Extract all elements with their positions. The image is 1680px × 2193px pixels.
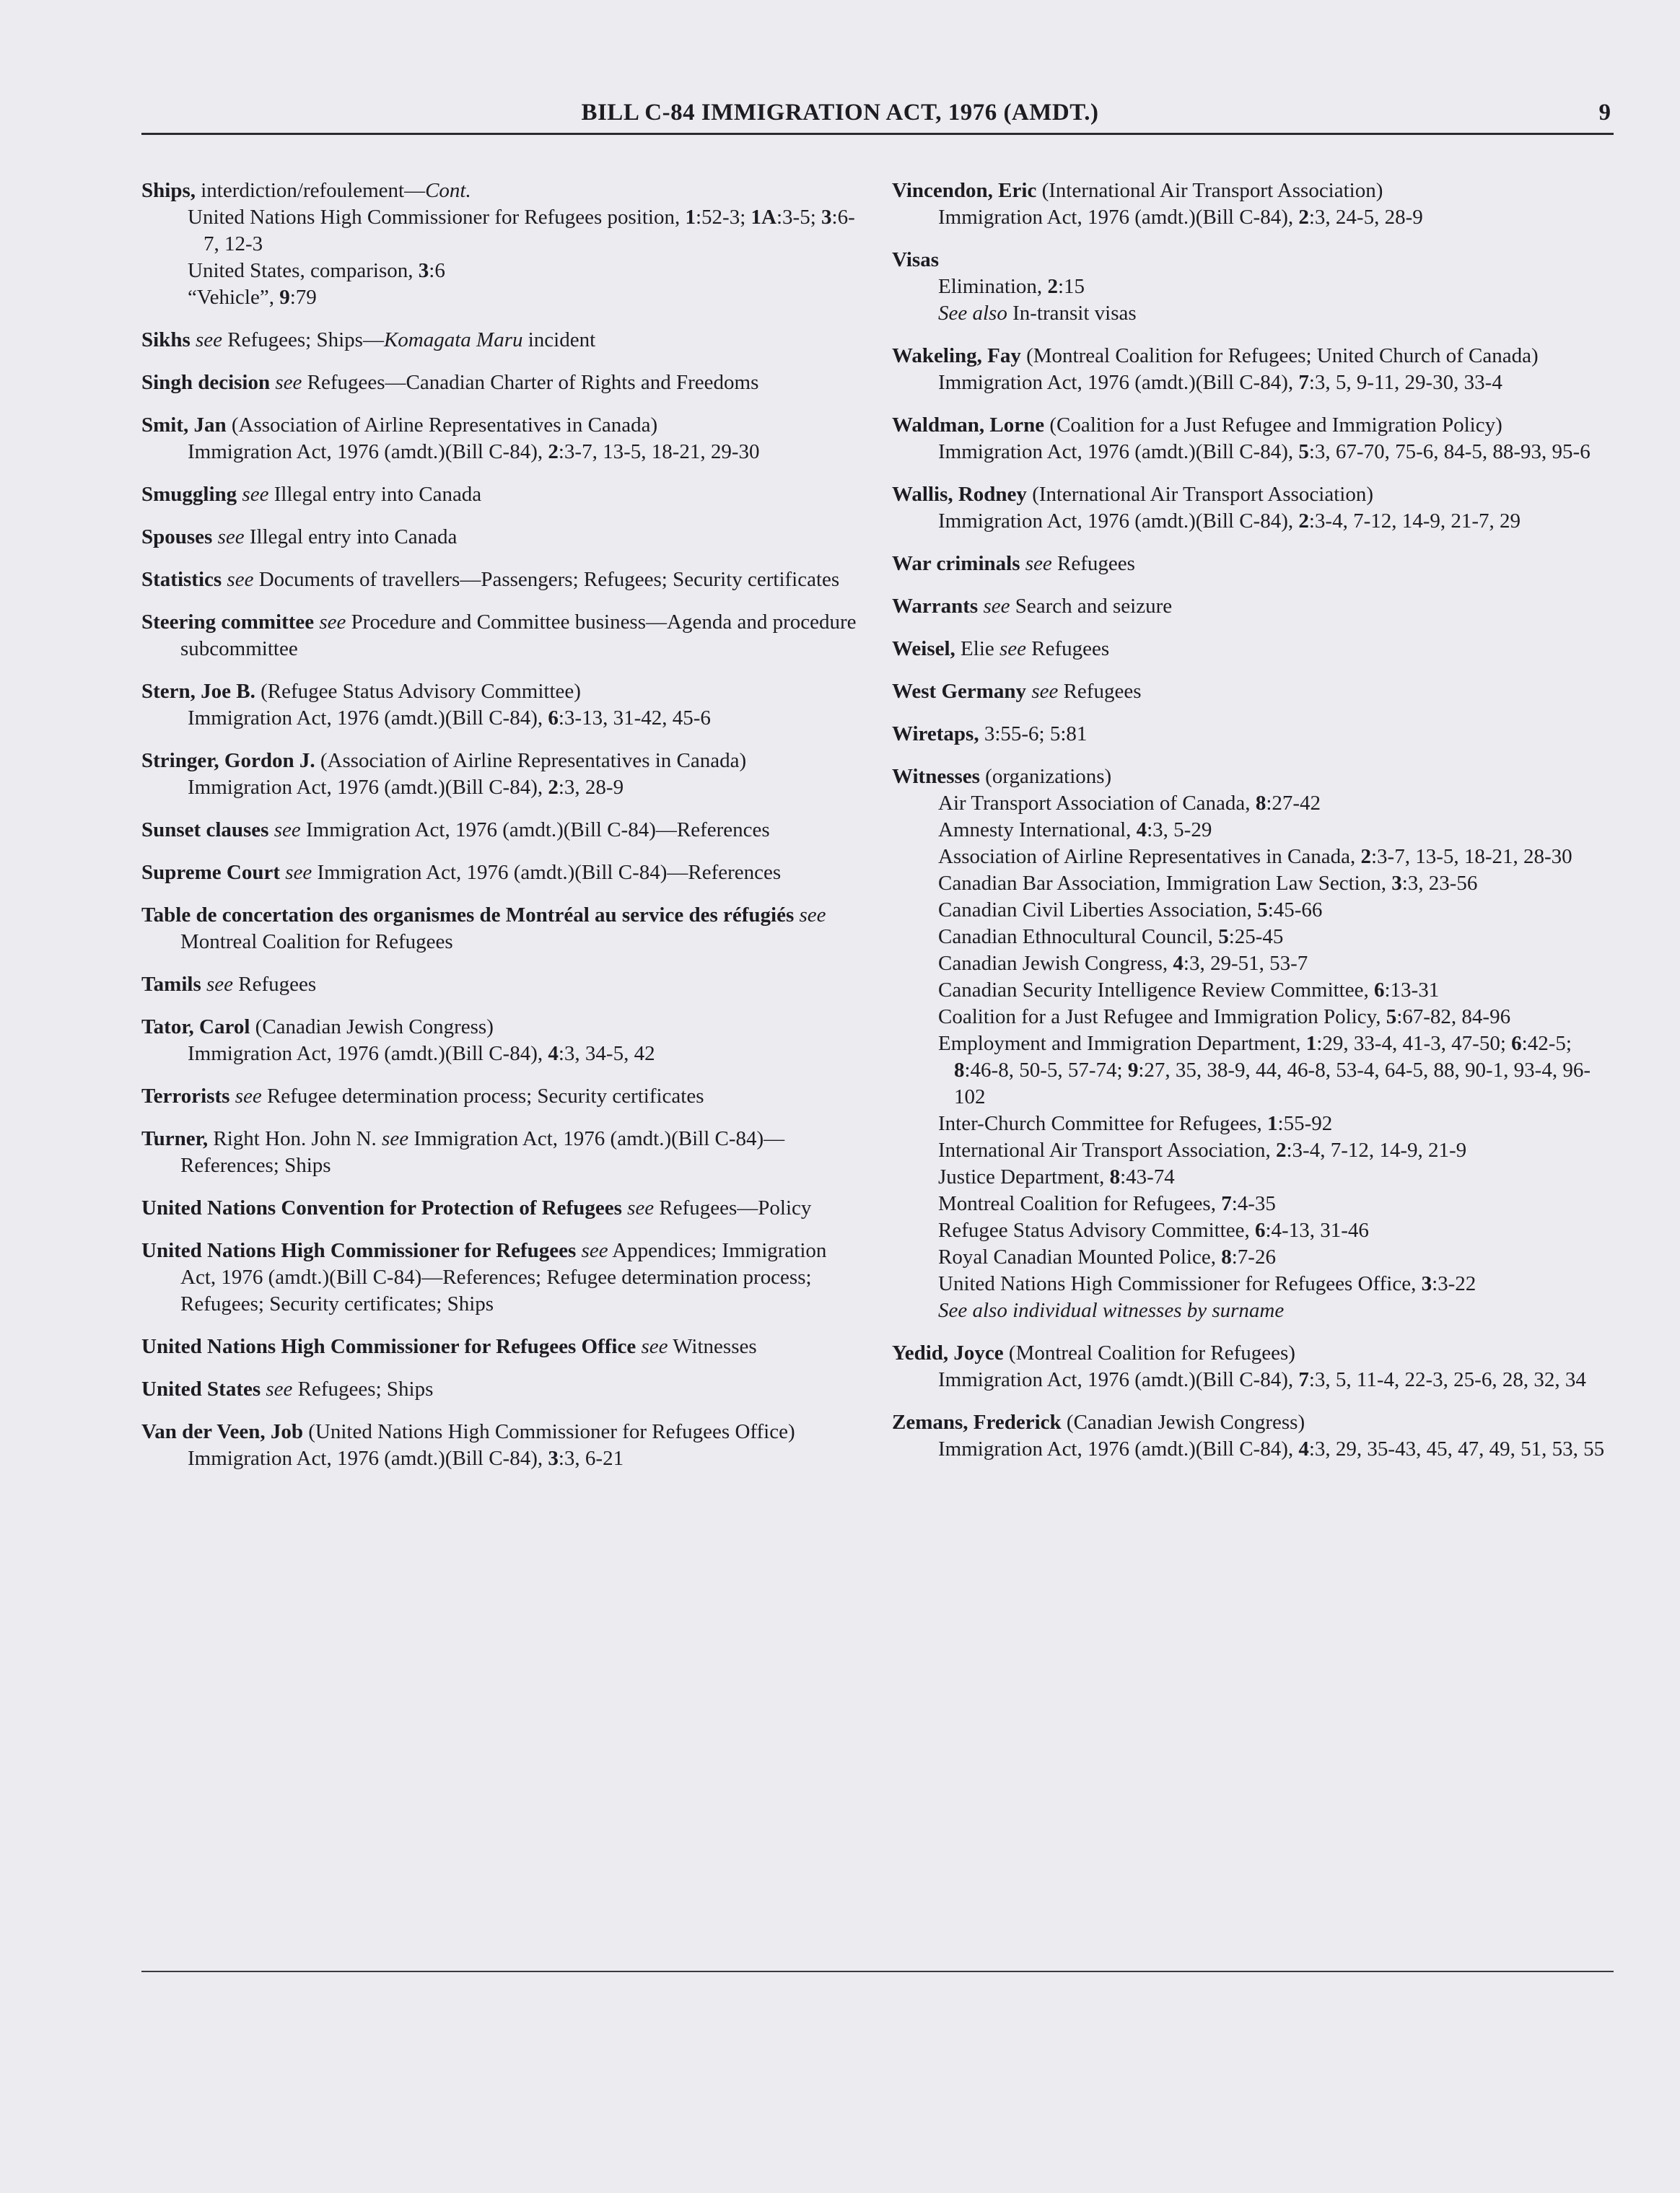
index-entry [141, 902, 863, 955]
entry-heading-line [141, 1419, 863, 1445]
entry-heading-line [141, 566, 863, 593]
see-reference: see [999, 637, 1027, 660]
entry-text: Immigration Act, 1976 (amdt.)(Bill C-84)—References; Ships [180, 1127, 785, 1177]
entry-text: Right Hon. John N. [208, 1127, 382, 1150]
entry-text: Elie [955, 637, 999, 660]
index-entry [892, 763, 1614, 1324]
entry-heading: Warrants [892, 595, 979, 618]
index-entry [892, 636, 1614, 662]
entry-heading: Table de concertation des organismes de Montréal au service des réfugiés [141, 903, 795, 927]
entry-text: Illegal entry into Canada [244, 525, 458, 548]
entry-heading-line [141, 1376, 863, 1403]
entry-heading-line [141, 327, 863, 354]
index-entry [892, 593, 1614, 620]
entry-heading: Vincendon, Eric [892, 179, 1037, 202]
index-entry [141, 817, 863, 844]
see-also-line: See also individual witnesses by surname [938, 1299, 1285, 1322]
entry-heading-line [141, 178, 863, 204]
see-also-label: See also [938, 302, 1007, 325]
index-entry [141, 1126, 863, 1179]
see-reference: see [242, 483, 269, 506]
sub-entry: Refugee Status Advisory Committee, 6:4-13, 31-46 [938, 1219, 1369, 1242]
sub-entry: United Nations High Commissioner for Refugees position, 1:52-3; 1A:3-5; 3:6-7, 12-3 [188, 206, 855, 255]
entry-text: Witnesses [668, 1335, 757, 1358]
entry-heading-line [141, 1014, 863, 1041]
index-entry [892, 721, 1614, 748]
entry-heading-line [141, 678, 863, 705]
entry-heading-line [892, 721, 1614, 748]
entry-heading-line [892, 481, 1614, 508]
entry-text: (United Nations High Commissioner for Refugees Office) [303, 1420, 795, 1443]
see-reference: see [285, 861, 312, 884]
index-entry [141, 524, 863, 551]
index-entry [141, 178, 863, 311]
entry-text: (Refugee Status Advisory Committee) [255, 680, 581, 703]
entry-text-italic: Komagata Maru [383, 328, 523, 351]
see-reference: see [206, 973, 234, 996]
index-entry [141, 971, 863, 998]
sub-entry: United States, comparison, 3:6 [188, 259, 445, 282]
index-entry [892, 178, 1614, 231]
index-entry [141, 1083, 863, 1110]
index-entry [141, 1195, 863, 1222]
entry-heading-line [892, 593, 1614, 620]
sub-entry: United Nations High Commissioner for Refugees Office, 3:3-22 [938, 1272, 1476, 1295]
entry-heading: Terrorists [141, 1085, 230, 1108]
sub-entry: Canadian Civil Liberties Association, 5:45-66 [938, 898, 1323, 922]
entry-text: Montreal Coalition for Refugees [180, 930, 453, 953]
page-number: 9 [1598, 100, 1611, 126]
sub-entry: Coalition for a Just Refugee and Immigration Policy, 5:67-82, 84-96 [938, 1005, 1511, 1028]
right-column [892, 178, 1614, 1479]
sub-entry: “Vehicle”, 9:79 [188, 286, 317, 309]
see-also-text: In-transit visas [1007, 302, 1137, 325]
index-entry [892, 1340, 1614, 1393]
sub-entry: Canadian Bar Association, Immigration Law Section, 3:3, 23-56 [938, 872, 1478, 895]
see-reference: see [235, 1085, 262, 1108]
entry-heading-line [141, 1238, 863, 1318]
entry-heading-line [892, 178, 1614, 204]
sub-entry: Immigration Act, 1976 (amdt.)(Bill C-84), 4:3, 34-5, 42 [188, 1042, 655, 1065]
entry-heading-line [141, 524, 863, 551]
entry-text: Appendices; Immigration Act, 1976 (amdt.)(Bill C-84)—References; Refugee determination process; Refugees; Security certificates; Ships [180, 1239, 827, 1316]
see-reference: see [799, 903, 826, 927]
sub-entry: Immigration Act, 1976 (amdt.)(Bill C-84), 5:3, 67-70, 75-6, 84-5, 88-93, 95-6 [938, 440, 1591, 463]
entry-text: (International Air Transport Association) [1026, 483, 1373, 506]
sub-entry: Amnesty International, 4:3, 5-29 [938, 818, 1212, 841]
sub-entry: Immigration Act, 1976 (amdt.)(Bill C-84), 4:3, 29, 35-43, 45, 47, 49, 51, 53, 55 [938, 1437, 1605, 1461]
entry-text: Refugee determination process; Security certificates [261, 1085, 704, 1108]
index-entry [141, 678, 863, 732]
entry-heading: Singh decision [141, 371, 271, 394]
entry-heading-line [141, 971, 863, 998]
entry-heading-line [141, 817, 863, 844]
entry-heading-line [892, 678, 1614, 705]
footer-rule [141, 1971, 1614, 1972]
index-entry [141, 1419, 863, 1472]
entry-heading-line [892, 1340, 1614, 1367]
entry-heading: West Germany [892, 680, 1027, 703]
entry-text: Refugees—Canadian Charter of Rights and Freedoms [302, 371, 759, 394]
entry-text: Immigration Act, 1976 (amdt.)(Bill C-84)—References [300, 818, 770, 841]
entry-heading-line [892, 412, 1614, 439]
entry-heading-line [892, 636, 1614, 662]
entry-heading-line [892, 763, 1614, 790]
entry-heading: Smit, Jan [141, 413, 227, 437]
entry-heading: Wiretaps, [892, 722, 979, 745]
entry-heading: Wakeling, Fay [892, 344, 1021, 367]
sub-entry: Immigration Act, 1976 (amdt.)(Bill C-84), 6:3-13, 31-42, 45-6 [188, 706, 711, 730]
entry-heading: Turner, [141, 1127, 209, 1150]
index-entry [141, 327, 863, 354]
index-entry [141, 1376, 863, 1403]
index-entry [892, 247, 1614, 327]
entry-text: (International Air Transport Association) [1036, 179, 1383, 202]
see-reference: see [274, 818, 301, 841]
sub-entry: Immigration Act, 1976 (amdt.)(Bill C-84), 2:3, 24-5, 28-9 [938, 206, 1423, 229]
sub-entry: Elimination, 2:15 [938, 275, 1085, 298]
sub-entry: Immigration Act, 1976 (amdt.)(Bill C-84), 2:3-4, 7-12, 14-9, 21-7, 29 [938, 509, 1521, 533]
entry-text: Refugees [233, 973, 317, 996]
entry-heading-line [892, 551, 1614, 577]
index-entry [141, 1334, 863, 1360]
sub-entry: Immigration Act, 1976 (amdt.)(Bill C-84), 7:3, 5, 11-4, 22-3, 25-6, 28, 32, 34 [938, 1368, 1586, 1391]
entry-heading: Tator, Carol [141, 1015, 250, 1038]
entry-heading-line [141, 412, 863, 439]
entry-heading-line [141, 1083, 863, 1110]
see-reference: see [1031, 680, 1059, 703]
entry-text: Search and seizure [1010, 595, 1173, 618]
entry-heading-line [892, 1409, 1614, 1436]
entry-text: (organizations) [979, 765, 1112, 788]
entry-heading-line [141, 902, 863, 955]
entry-text: (Montreal Coalition for Refugees) [1003, 1341, 1295, 1365]
sub-entry: Justice Department, 8:43-74 [938, 1165, 1175, 1189]
sub-entry: Employment and Immigration Department, 1:29, 33-4, 41-3, 47-50; 6:42-5; 8:46-8, 50-5, 57-74; 9:27, 35, 38-9, 44, 46-8, 53-4, 64-5, 88, 90-1, 93-4, 96-102 [938, 1032, 1591, 1108]
entry-heading: United States [141, 1378, 261, 1401]
entry-heading: Sunset clauses [141, 818, 269, 841]
entry-heading: Waldman, Lorne [892, 413, 1045, 437]
index-entry [892, 481, 1614, 535]
see-reference: see [266, 1378, 293, 1401]
index-entry [141, 859, 863, 886]
sub-entry: Air Transport Association of Canada, 8:27-42 [938, 792, 1321, 815]
entry-heading-line [141, 1195, 863, 1222]
entry-heading: United Nations High Commissioner for Refugees [141, 1239, 577, 1262]
entry-heading: Van der Veen, Job [141, 1420, 304, 1443]
entry-heading: Smuggling [141, 483, 237, 506]
entry-text-italic: Cont. [425, 179, 471, 202]
entry-heading: War criminals [892, 552, 1020, 575]
index-entry [141, 1014, 863, 1067]
entry-text: (Association of Airline Representatives in Canada) [226, 413, 658, 437]
sub-entry: Royal Canadian Mounted Police, 8:7-26 [938, 1246, 1276, 1269]
sub-entry: Montreal Coalition for Refugees, 7:4-35 [938, 1192, 1276, 1215]
sub-entry: Association of Airline Representatives in Canada, 2:3-7, 13-5, 18-21, 28-30 [938, 845, 1572, 868]
see-reference: see [195, 328, 223, 351]
entry-heading: Weisel, [892, 637, 955, 660]
entry-text: 3:55-6; 5:81 [979, 722, 1088, 745]
entry-heading: Spouses [141, 525, 213, 548]
index-entry [141, 412, 863, 465]
entry-text: incident [522, 328, 596, 351]
entry-text: interdiction/refoulement— [195, 179, 426, 202]
entry-heading-line [892, 343, 1614, 369]
entry-heading-line [141, 1126, 863, 1179]
entry-heading: Stern, Joe B. [141, 680, 255, 703]
header-rule [141, 133, 1614, 135]
index-entry [892, 678, 1614, 705]
index-entry [141, 369, 863, 396]
entry-text: (Association of Airline Representatives in Canada) [315, 749, 747, 772]
entry-heading: United Nations High Commissioner for Refugees Office [141, 1335, 636, 1358]
sub-entry: Immigration Act, 1976 (amdt.)(Bill C-84), 3:3, 6-21 [188, 1447, 624, 1470]
entry-heading-line [141, 609, 863, 662]
index-entry [141, 1238, 863, 1318]
entry-heading: Steering committee [141, 610, 315, 634]
entry-text: Refugees—Policy [654, 1196, 812, 1220]
index-entry [141, 748, 863, 801]
entry-text: (Montreal Coalition for Refugees; United Church of Canada) [1020, 344, 1539, 367]
see-reference: see [227, 568, 254, 591]
see-reference: see [382, 1127, 409, 1150]
entry-heading-line [141, 481, 863, 508]
entry-heading: Wallis, Rodney [892, 483, 1027, 506]
sub-entry: Immigration Act, 1976 (amdt.)(Bill C-84), 2:3-7, 13-5, 18-21, 29-30 [188, 440, 760, 463]
entry-heading-line [141, 748, 863, 774]
sub-entry: Immigration Act, 1976 (amdt.)(Bill C-84), 2:3, 28-9 [188, 776, 624, 799]
entry-heading: Yedid, Joyce [892, 1341, 1004, 1365]
entry-heading-line [892, 247, 1614, 273]
entry-heading: Witnesses [892, 765, 980, 788]
entry-text: (Canadian Jewish Congress) [250, 1015, 494, 1038]
index-entry [141, 609, 863, 662]
index-entry [141, 566, 863, 593]
see-reference: see [983, 595, 1010, 618]
sub-entry: Canadian Ethnocultural Council, 5:25-45 [938, 925, 1284, 948]
index-entry [892, 412, 1614, 465]
see-reference: see [275, 371, 302, 394]
entry-text: Refugees; Ships [292, 1378, 434, 1401]
sub-entry: Canadian Jewish Congress, 4:3, 29-51, 53-7 [938, 952, 1308, 975]
see-reference: see [581, 1239, 608, 1262]
entry-text: Procedure and Committee business—Agenda and procedure subcommittee [180, 610, 857, 660]
entry-heading: Zemans, Frederick [892, 1411, 1062, 1434]
entry-text: Refugees; Ships— [222, 328, 384, 351]
index-entry [892, 343, 1614, 396]
entry-heading: Statistics [141, 568, 222, 591]
entry-text: Refugees [1051, 552, 1135, 575]
see-reference: see [1025, 552, 1052, 575]
entry-heading: Supreme Court [141, 861, 280, 884]
entry-heading: Ships, [141, 179, 196, 202]
see-reference: see [627, 1196, 655, 1220]
entry-heading-line [141, 859, 863, 886]
entry-heading: Sikhs [141, 328, 191, 351]
entry-heading: Stringer, Gordon J. [141, 749, 315, 772]
entry-heading-line [141, 369, 863, 396]
see-reference: see [641, 1335, 668, 1358]
index-entry [892, 551, 1614, 577]
entry-heading: United Nations Convention for Protection of Refugees [141, 1196, 622, 1220]
entry-text: Immigration Act, 1976 (amdt.)(Bill C-84)—References [312, 861, 782, 884]
entry-heading: Tamils [141, 973, 201, 996]
entry-heading-line [141, 1334, 863, 1360]
entry-heading: Visas [892, 248, 939, 271]
entry-text: (Canadian Jewish Congress) [1061, 1411, 1305, 1434]
entry-text: Illegal entry into Canada [268, 483, 482, 506]
sub-entry: Immigration Act, 1976 (amdt.)(Bill C-84), 7:3, 5, 9-11, 29-30, 33-4 [938, 371, 1502, 394]
entry-text: (Coalition for a Just Refugee and Immigration Policy) [1044, 413, 1502, 437]
index-entry [141, 481, 863, 508]
entry-text: Refugees [1026, 637, 1110, 660]
see-also-line [892, 300, 1614, 327]
see-reference: see [217, 525, 245, 548]
sub-entry: Canadian Security Intelligence Review Committee, 6:13-31 [938, 979, 1440, 1002]
left-column [141, 178, 863, 1488]
see-reference: see [319, 610, 346, 634]
sub-entry: Inter-Church Committee for Refugees, 1:55-92 [938, 1112, 1333, 1135]
sub-entry: International Air Transport Association, 2:3-4, 7-12, 14-9, 21-9 [938, 1139, 1467, 1162]
index-entry [892, 1409, 1614, 1463]
entry-text: Refugees [1058, 680, 1142, 703]
entry-text: Documents of travellers—Passengers; Refugees; Security certificates [253, 568, 840, 591]
page-title: BILL C-84 IMMIGRATION ACT, 1976 (AMDT.) [581, 100, 1099, 126]
